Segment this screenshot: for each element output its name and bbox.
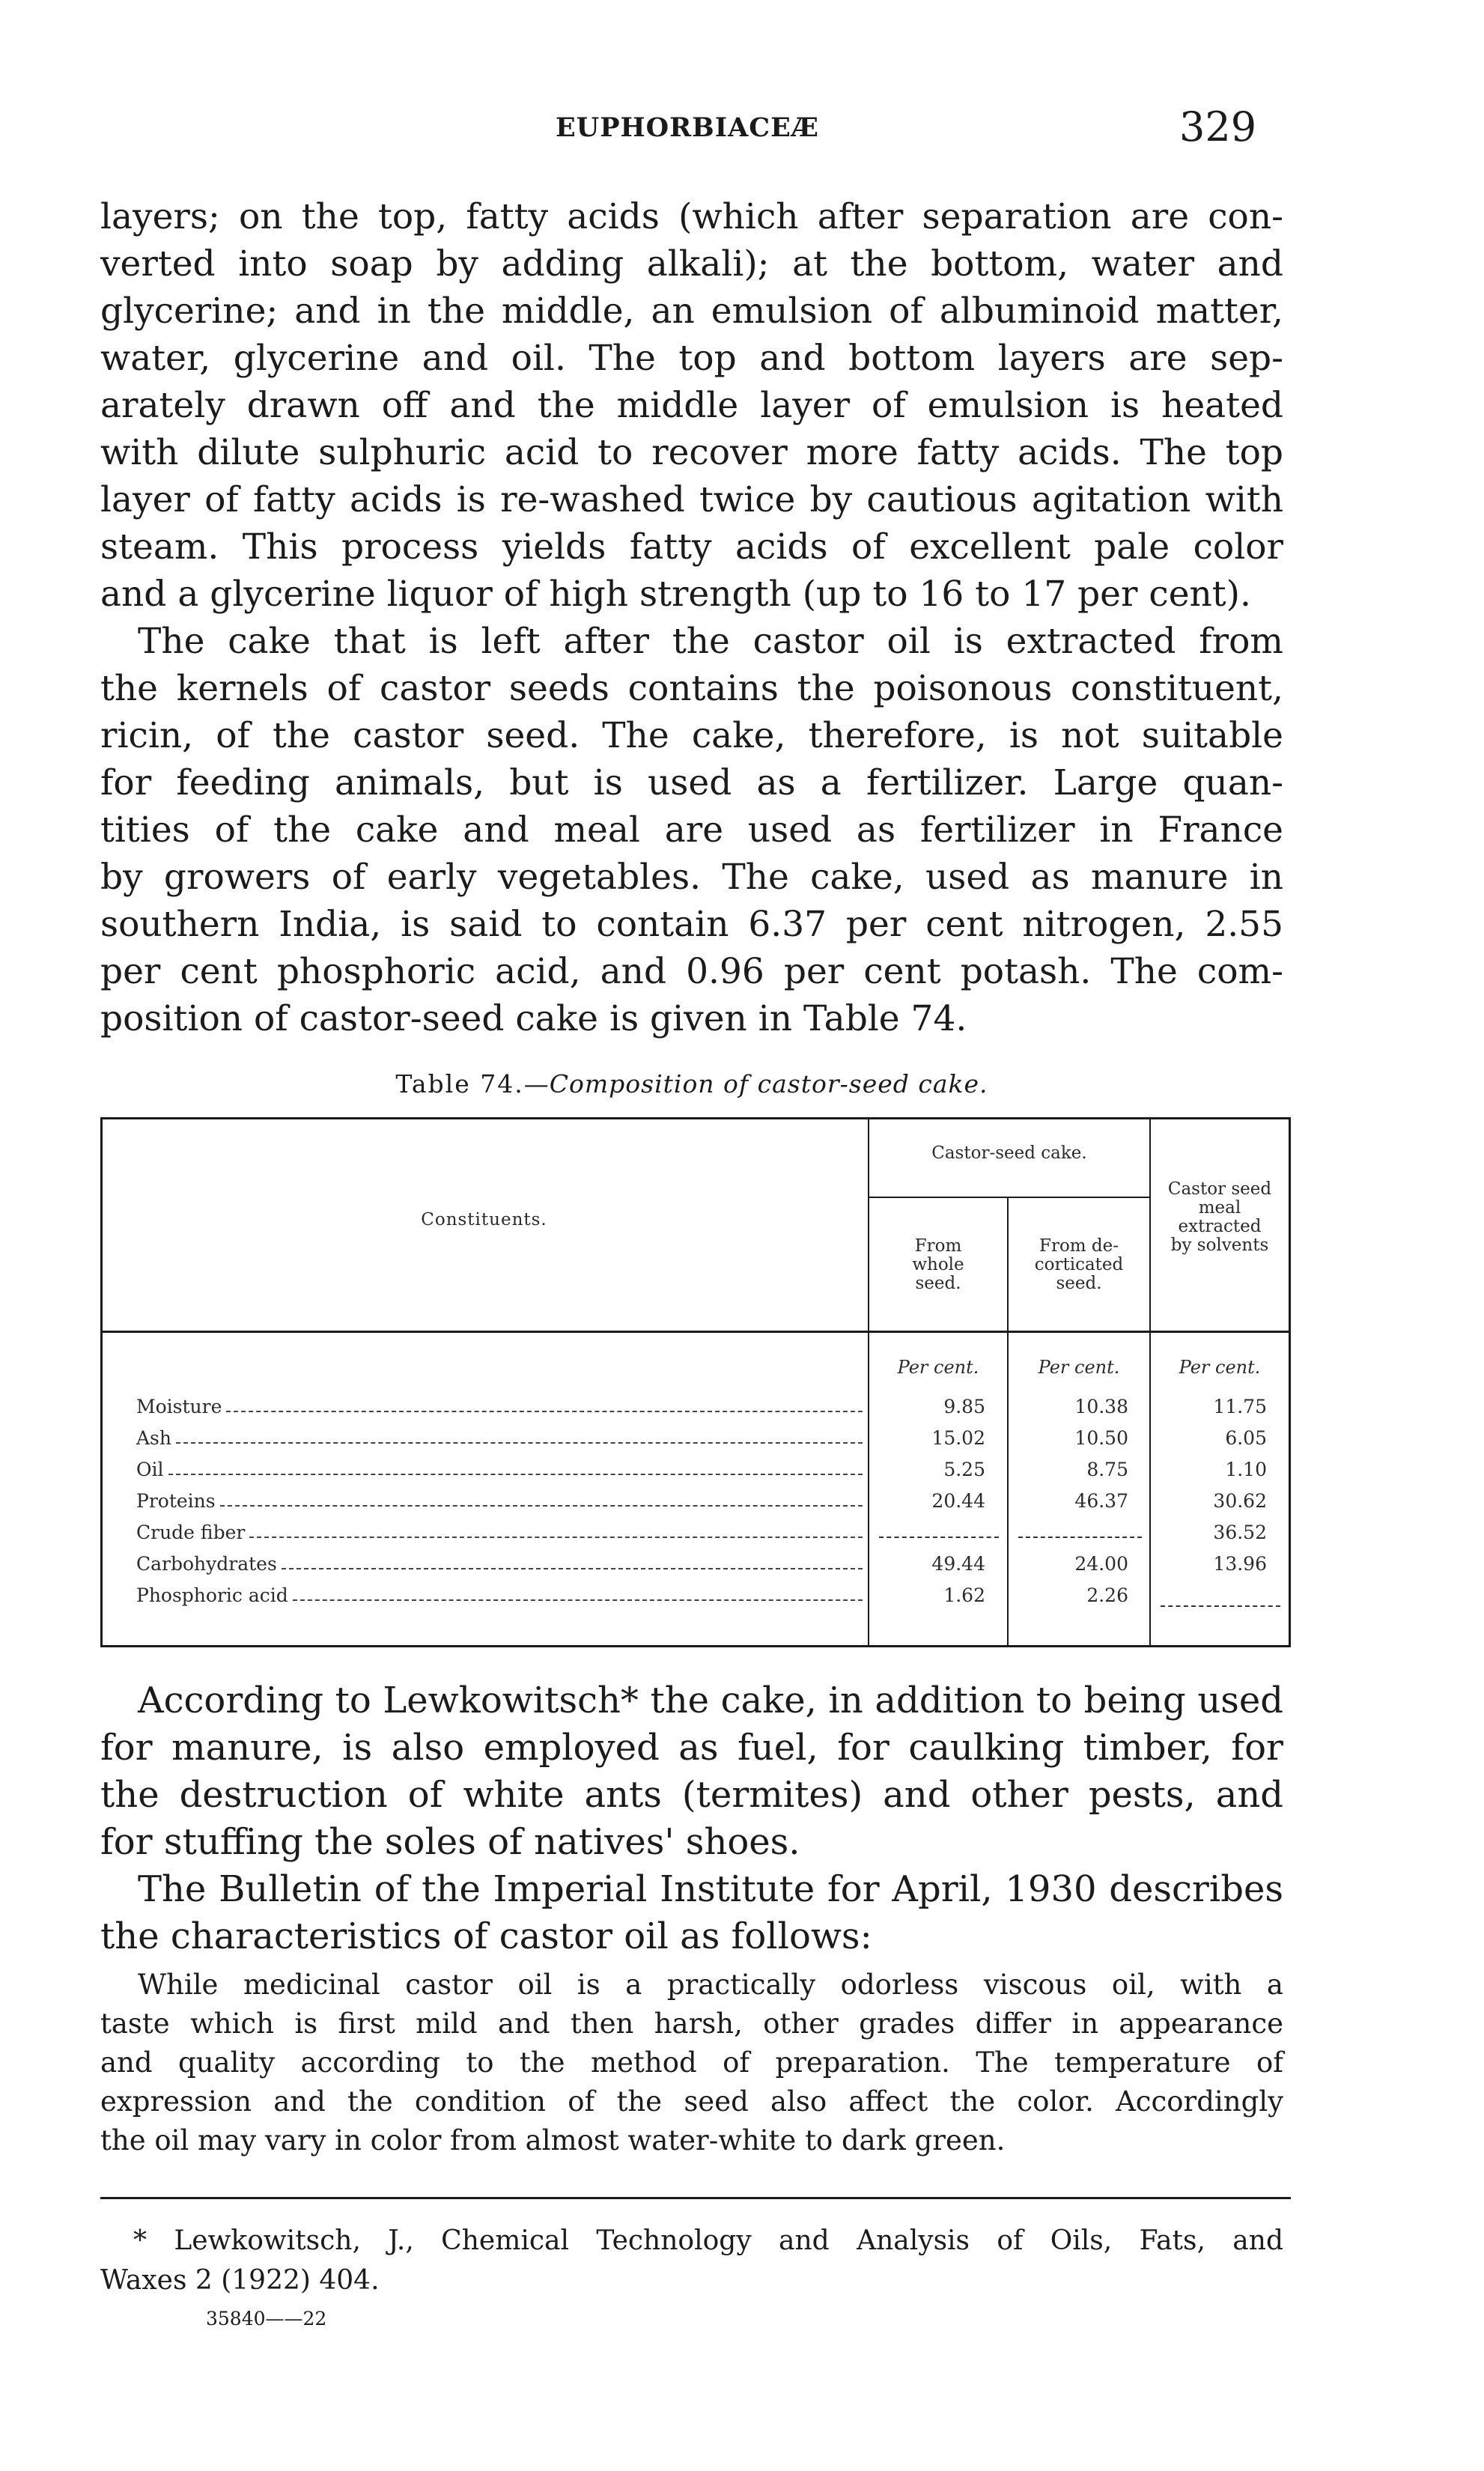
header-solvent-meal: Castor seed meal extracted by solvents — [1167, 1179, 1272, 1255]
text-line: the destruction of white ants (termites) and other pests, and — [100, 1774, 1283, 1816]
text-line: glycerine; and in the middle, an emulsion of albuminoid matter, — [100, 291, 1283, 332]
text-line: The cake that is left after the castor oil is extracted from — [138, 621, 1283, 662]
text-line: for stuffing the soles of natives' shoes. — [100, 1821, 800, 1863]
row-label: Phosphoric acid — [136, 1584, 863, 1606]
text-line: water, glycerine and oil. The top and bottom layers are sep- — [100, 338, 1283, 379]
empty-cell-dash — [1018, 1537, 1142, 1538]
text-line: the kernels of castor seeds contains the poisonous constituent, — [100, 668, 1283, 709]
text-line: The Bulletin of the Imperial Institute for April, 1930 describes — [138, 1868, 1283, 1910]
text-line: verted into soap by adding alkali); at the bottom, water and — [100, 243, 1283, 285]
cell-value: 49.44 — [931, 1553, 985, 1575]
text-line: for manure, is also employed as fuel, for caulking timber, for — [100, 1727, 1283, 1769]
cell-value: 36.52 — [1213, 1522, 1267, 1543]
paragraph-uses — [100, 1677, 1283, 1960]
footnote — [100, 2221, 1283, 2300]
row-label: Oil — [136, 1459, 863, 1480]
unit-label: Per cent. — [1038, 1357, 1120, 1378]
text-line: According to Lewkowitsch* the cake, in addition to being used — [138, 1680, 1283, 1721]
cell-value: 24.00 — [1074, 1553, 1128, 1575]
text-line: for feeding animals, but is used as a fertilizer. Large quan- — [100, 762, 1283, 803]
quote-line: the oil may vary in color from almost water-white to dark green. — [100, 2124, 1006, 2157]
footnote-line: Waxes 2 (1922) 404. — [100, 2265, 380, 2296]
cell-value: 46.37 — [1074, 1490, 1128, 1512]
cell-value: 10.38 — [1074, 1396, 1128, 1417]
block-quote — [100, 1966, 1283, 2160]
text-line: arately drawn off and the middle layer of emulsion is heated — [100, 385, 1283, 426]
text-line: layers; on the top, fatty acids (which after separation are con- — [100, 196, 1283, 237]
text-line: steam. This process yields fatty acids of excellent pale color — [100, 526, 1283, 568]
empty-cell-dash — [879, 1537, 999, 1538]
empty-cell-dash — [1161, 1605, 1280, 1607]
cell-value: 8.75 — [1086, 1459, 1128, 1480]
quote-line: taste which is first mild and then harsh, other grades differ in appearance — [100, 2008, 1283, 2040]
print-code: 35840——22 — [206, 2308, 327, 2329]
text-line: southern India, is said to contain 6.37 per cent nitrogen, 2.55 — [100, 904, 1283, 945]
text-line: and a glycerine liquor of high strength (up to 16 to 17 per cent). — [100, 574, 1251, 615]
page-number: 329 — [1179, 103, 1257, 151]
table-top-rule — [100, 1117, 1291, 1119]
table-bottom-rule — [100, 1645, 1291, 1647]
cell-value: 15.02 — [931, 1427, 985, 1449]
text-line: per cent phosphoric acid, and 0.96 per cent potash. The com- — [100, 951, 1283, 992]
table-caption: —Composition of castor-seed cake. — [523, 1069, 988, 1098]
text-line: position of castor-seed cake is given in Table 74. — [100, 998, 967, 1039]
cell-value: 9.85 — [943, 1396, 985, 1417]
header-group: Castor-seed cake. — [931, 1143, 1087, 1163]
unit-label: Per cent. — [1179, 1357, 1261, 1378]
unit-label: Per cent. — [897, 1357, 979, 1378]
header-decorticated: From de- corticated seed. — [1034, 1236, 1124, 1293]
text-line: layer of fatty acids is re-washed twice by cautious agitation with — [100, 479, 1283, 520]
header-constituents: Constituents. — [421, 1210, 547, 1230]
row-label: Moisture — [136, 1396, 863, 1417]
table-right-border — [1289, 1117, 1291, 1647]
header-whole-seed: From whole seed. — [912, 1236, 964, 1293]
cell-value: 10.50 — [1074, 1427, 1128, 1449]
table-label: Table 74. — [395, 1069, 524, 1098]
cell-value: 1.10 — [1225, 1459, 1267, 1480]
group-underline — [869, 1197, 1150, 1198]
cell-value: 2.26 — [1086, 1584, 1128, 1606]
text-line: with dilute sulphuric acid to recover more fatty acids. The top — [100, 432, 1283, 473]
cell-value: 30.62 — [1213, 1490, 1267, 1512]
quote-line: and quality according to the method of preparation. The temperature of — [100, 2046, 1283, 2079]
cell-value: 13.96 — [1213, 1553, 1267, 1575]
running-title: EUPHORBIACEÆ — [556, 112, 820, 143]
row-label: Ash — [136, 1427, 863, 1449]
row-label: Crude fiber — [136, 1522, 863, 1543]
quote-line: While medicinal castor oil is a practically odorless viscous oil, with a — [138, 1969, 1283, 2001]
quote-line: expression and the condition of the seed also affect the color. Accordingly — [100, 2085, 1283, 2118]
cell-value: 5.25 — [943, 1459, 985, 1480]
composition-table — [100, 1117, 1291, 1656]
cell-value: 1.62 — [943, 1584, 985, 1606]
text-line: tities of the cake and meal are used as fertilizer in France — [100, 809, 1283, 851]
paragraph-ricin-process — [100, 193, 1283, 1042]
table-header-rule — [100, 1331, 1291, 1333]
cell-value: 6.05 — [1225, 1427, 1267, 1449]
table-title — [100, 1069, 1283, 1098]
table-left-border — [100, 1117, 103, 1647]
cell-value: 20.44 — [931, 1490, 985, 1512]
footnote-line: * Lewkowitsch, J., Chemical Technology and Analysis of Oils, Fats, and — [133, 2225, 1283, 2256]
text-line: the characteristics of castor oil as follows: — [100, 1915, 872, 1957]
row-label: Proteins — [136, 1490, 863, 1512]
footnote-rule — [100, 2197, 1291, 2199]
row-label: Carbohydrates — [136, 1553, 863, 1575]
text-line: ricin, of the castor seed. The cake, therefore, is not suitable — [100, 715, 1283, 756]
cell-value: 11.75 — [1213, 1396, 1267, 1417]
text-line: by growers of early vegetables. The cake, used as manure in — [100, 857, 1283, 898]
